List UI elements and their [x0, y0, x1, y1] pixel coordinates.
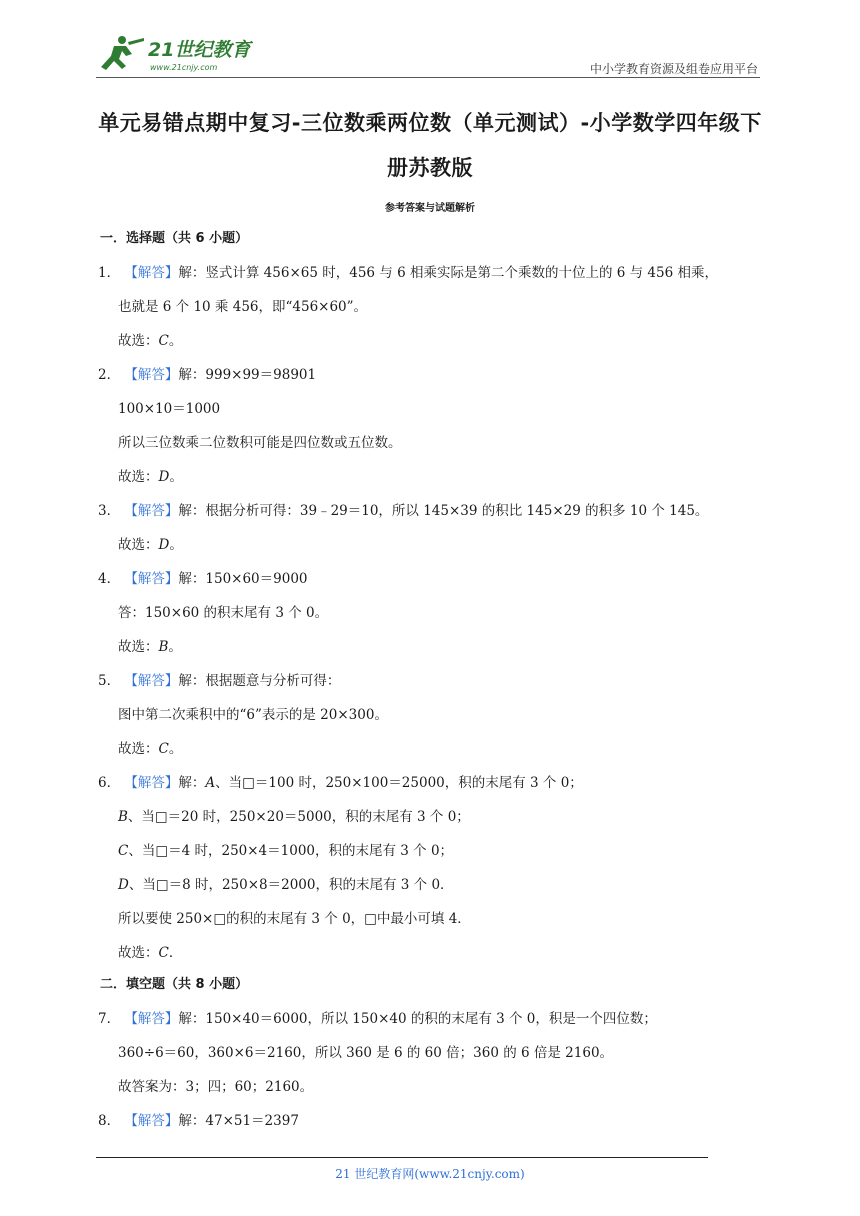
answer-2	[98, 366, 316, 384]
answer-3-selection: 故选：D。	[118, 537, 183, 553]
question-number: 6．	[98, 775, 121, 791]
answer-7-line3: 故答案为：3；四；60；2160。	[118, 1079, 314, 1095]
answer-1	[98, 264, 718, 282]
answer-tag: 【解答】	[124, 775, 179, 791]
answer-text: 解：150×40＝6000，所以 150×40 的积的末尾有 3 个 0，积是一个四位数；	[178, 1011, 657, 1027]
answer-tag: 【解答】	[124, 1011, 179, 1027]
question-number: 7．	[98, 1011, 121, 1027]
question-number: 1．	[98, 265, 121, 281]
answer-6: 6． 【解答】解：A、当□＝100 时，250×100＝25000，积的末尾有 3 个 0；	[98, 775, 583, 791]
answer-8	[98, 1112, 299, 1130]
answer-7	[98, 1010, 657, 1028]
doc-title-line2: 册苏教版	[387, 156, 473, 180]
answer-text: 、当□＝100 时，250×100＝25000，积的末尾有 3 个 0；	[215, 775, 583, 791]
answer-tag: 【解答】	[124, 265, 179, 281]
answer-6-line2: B、当□＝20 时，250×20＝5000，积的末尾有 3 个 0；	[118, 809, 470, 825]
question-number: 4．	[98, 571, 121, 587]
logo-text: 21世纪教育	[148, 39, 251, 61]
answer-text: 解：47×51＝2397	[178, 1113, 299, 1129]
answer-text: 解：根据分析可得：39﹣29＝10，所以 145×39 的积比 145×29 的积多 10 个 145。	[178, 503, 709, 519]
footer-link[interactable]: 21 世纪教育网(www.21cnjy.com)	[335, 1167, 525, 1181]
answer-2-line2: 100×10＝1000	[118, 401, 221, 417]
answer-tag: 【解答】	[124, 367, 179, 383]
answer-2-selection: 故选：D。	[118, 469, 183, 485]
answer-5	[98, 672, 340, 690]
answer-tag: 【解答】	[124, 1113, 179, 1129]
doc-title-line1: 单元易错点期中复习-三位数乘两位数（单元测试）-小学数学四年级下	[98, 111, 762, 135]
answer-1-selection: 故选：C。	[118, 333, 183, 349]
answer-tag: 【解答】	[124, 673, 179, 689]
question-number: 5．	[98, 673, 121, 689]
question-number: 3．	[98, 503, 121, 519]
answer-5-line2: 图中第二次乘积中的“6”表示的是 20×300。	[118, 707, 388, 723]
answer-text: 解：999×99＝98901	[178, 367, 317, 383]
page-header	[92, 30, 760, 78]
answer-text: 解：竖式计算 456×65 时，456 与 6 相乘实际是第二个乘数的十位上的 6 与 456 相乘，	[178, 265, 718, 281]
answer-tag: 【解答】	[124, 503, 179, 519]
section-heading-choice: 一．选择题（共 6 小题）	[100, 231, 249, 246]
answer-text: 解：150×60＝9000	[178, 571, 308, 587]
answer-6-line4: D、当□＝8 时，250×8＝2000，积的末尾有 3 个 0．	[118, 877, 454, 893]
question-number: 8．	[98, 1113, 121, 1129]
answer-6-line5: 所以要使 250×□的积的末尾有 3 个 0，□中最小可填 4．	[118, 911, 471, 927]
logo-url: www.21cnjy.com	[150, 63, 218, 72]
site-logo	[92, 32, 262, 76]
answer-4-selection: 故选：B。	[118, 639, 182, 655]
answer-2-line3: 所以三位数乘二位数积可能是四位数或五位数。	[118, 435, 402, 451]
answer-5-selection: 故选：C。	[118, 741, 183, 757]
question-number: 2．	[98, 367, 121, 383]
header-divider	[96, 77, 760, 78]
answer-6-selection: 故选：C．	[118, 945, 183, 961]
answer-tag: 【解答】	[124, 571, 179, 587]
answer-1-line2: 也就是 6 个 10 乘 456，即“456×60”。	[118, 299, 368, 315]
answer-4-line2: 答：150×60 的积末尾有 3 个 0。	[118, 605, 329, 621]
section-heading-fill: 二．填空题（共 8 小题）	[100, 977, 249, 992]
doc-subtitle: 参考答案与试题解析	[385, 203, 475, 214]
answer-4	[98, 570, 308, 588]
answer-6-line3: C、当□＝4 时，250×4＝1000，积的末尾有 3 个 0；	[118, 843, 454, 859]
answer-7-line2: 360÷6＝60，360×6＝2160，所以 360 是 6 的 60 倍；360 的 6 倍是 2160。	[118, 1045, 614, 1061]
answer-text: 解：根据题意与分析可得：	[178, 673, 341, 689]
footer-divider	[96, 1157, 708, 1158]
platform-name: 中小学教育资源及组卷应用平台	[589, 62, 758, 76]
answer-3	[98, 502, 708, 520]
